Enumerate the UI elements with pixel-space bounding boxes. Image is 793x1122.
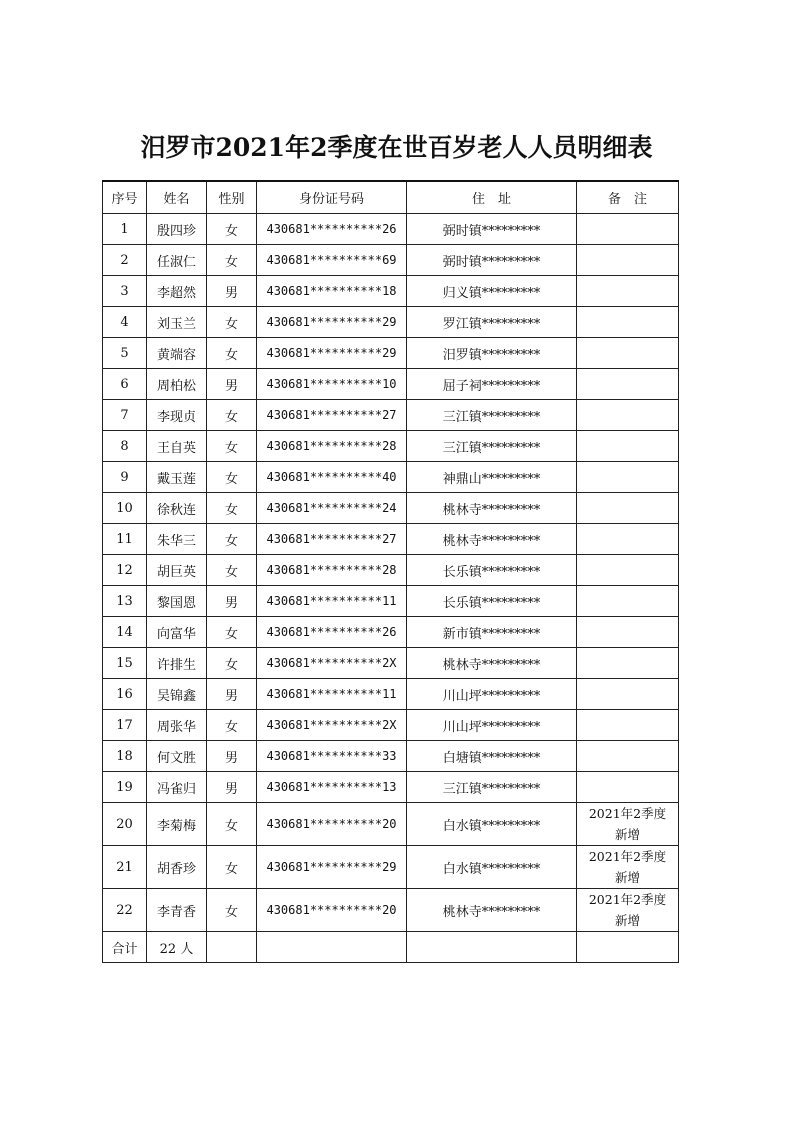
cell-no: 19: [103, 772, 147, 803]
cell-note: [577, 431, 679, 462]
cell-id: 430681**********27: [257, 524, 407, 555]
note-line: 2021年2季度: [588, 849, 667, 864]
cell-sex: 女: [207, 338, 257, 369]
table-row: [103, 338, 679, 369]
note-line: 新增: [614, 827, 640, 842]
cell-sex: 女: [207, 431, 257, 462]
cell-note: [577, 617, 679, 648]
cell-sex: 男: [207, 586, 257, 617]
table-row: [103, 431, 679, 462]
cell-sex: 女: [207, 400, 257, 431]
cell-id: 430681**********18: [257, 276, 407, 307]
total-label: 合计: [103, 932, 147, 963]
table-row: [103, 772, 679, 803]
cell-id: 430681**********2X: [257, 648, 407, 679]
cell-address: 白水镇*********: [407, 846, 577, 889]
cell-name: 向富华: [147, 617, 207, 648]
cell-sex: 男: [207, 772, 257, 803]
column-header-sex: 性别: [207, 181, 257, 214]
table-row: [103, 524, 679, 555]
cell-address: 弼时镇*********: [407, 245, 577, 276]
cell-id: 430681**********20: [257, 803, 407, 846]
cell-id: 430681**********29: [257, 307, 407, 338]
cell-sex: 女: [207, 846, 257, 889]
note-line: 2021年2季度: [588, 806, 667, 821]
cell-no: 22: [103, 889, 147, 932]
cell-name: 胡巨英: [147, 555, 207, 586]
table-row: [103, 276, 679, 307]
cell-sex: 男: [207, 276, 257, 307]
table-row: [103, 462, 679, 493]
cell-id: 430681**********10: [257, 369, 407, 400]
cell-id: 430681**********40: [257, 462, 407, 493]
cell-address: 桃林寺*********: [407, 493, 577, 524]
cell-name: 周张华: [147, 710, 207, 741]
cell-note: [577, 555, 679, 586]
cell-note: [577, 493, 679, 524]
table-row: [103, 369, 679, 400]
cell-note: [577, 307, 679, 338]
cell-no: 5: [103, 338, 147, 369]
cell-name: 刘玉兰: [147, 307, 207, 338]
cell-sex: 女: [207, 803, 257, 846]
cell-name: 戴玉莲: [147, 462, 207, 493]
cell-address: 桃林寺*********: [407, 889, 577, 932]
cell-no: 9: [103, 462, 147, 493]
cell-address: 新市镇*********: [407, 617, 577, 648]
table-row: [103, 214, 679, 245]
cell-name: 任淑仁: [147, 245, 207, 276]
cell-note: [577, 741, 679, 772]
page-title: 汨罗市2021年2季度在世百岁老人人员明细表: [140, 133, 653, 162]
cell-no: 8: [103, 431, 147, 462]
cell-sex: 女: [207, 493, 257, 524]
cell-note: [577, 276, 679, 307]
cell-id: 430681**********26: [257, 214, 407, 245]
cell-name: 何文胜: [147, 741, 207, 772]
table-row: [103, 679, 679, 710]
cell-no: 4: [103, 307, 147, 338]
cell-name: 许排生: [147, 648, 207, 679]
cell-no: 1: [103, 214, 147, 245]
cell-name: 王自英: [147, 431, 207, 462]
cell-name: 吴锦鑫: [147, 679, 207, 710]
cell-id: 430681**********28: [257, 555, 407, 586]
cell-sex: 女: [207, 462, 257, 493]
total-empty-cell: [257, 932, 407, 963]
cell-id: 430681**********28: [257, 431, 407, 462]
cell-sex: 女: [207, 710, 257, 741]
column-header-note: 备 注: [577, 181, 679, 214]
table-row: [103, 710, 679, 741]
cell-id: 430681**********24: [257, 493, 407, 524]
cell-no: 6: [103, 369, 147, 400]
cell-sex: 男: [207, 679, 257, 710]
cell-address: 桃林寺*********: [407, 524, 577, 555]
cell-id: 430681**********11: [257, 679, 407, 710]
cell-note: [577, 846, 679, 889]
cell-note: [577, 648, 679, 679]
roster-body: [103, 214, 679, 963]
total-empty-cell: [207, 932, 257, 963]
cell-sex: 女: [207, 889, 257, 932]
cell-sex: 女: [207, 555, 257, 586]
cell-name: 周柏松: [147, 369, 207, 400]
cell-id: 430681**********29: [257, 338, 407, 369]
column-header-id: 身份证号码: [257, 181, 407, 214]
header-row: [103, 181, 679, 214]
cell-sex: 女: [207, 245, 257, 276]
cell-no: 10: [103, 493, 147, 524]
table-row: [103, 586, 679, 617]
cell-no: 13: [103, 586, 147, 617]
cell-address: 神鼎山*********: [407, 462, 577, 493]
cell-sex: 女: [207, 648, 257, 679]
cell-no: 15: [103, 648, 147, 679]
cell-address: 汨罗镇*********: [407, 338, 577, 369]
cell-address: 三江镇*********: [407, 772, 577, 803]
table-row: [103, 648, 679, 679]
cell-address: 屈子祠*********: [407, 369, 577, 400]
cell-address: 三江镇*********: [407, 400, 577, 431]
table-row: [103, 889, 679, 932]
cell-id: 430681**********26: [257, 617, 407, 648]
cell-note: [577, 245, 679, 276]
table-row: [103, 617, 679, 648]
cell-sex: 男: [207, 741, 257, 772]
cell-sex: 女: [207, 307, 257, 338]
table-row: [103, 741, 679, 772]
cell-address: 川山坪*********: [407, 679, 577, 710]
table-row: [103, 493, 679, 524]
cell-no: 20: [103, 803, 147, 846]
cell-no: 21: [103, 846, 147, 889]
cell-note: [577, 400, 679, 431]
cell-note: [577, 710, 679, 741]
cell-id: 430681**********29: [257, 846, 407, 889]
cell-address: 长乐镇*********: [407, 555, 577, 586]
cell-id: 430681**********33: [257, 741, 407, 772]
cell-sex: 男: [207, 369, 257, 400]
cell-note: [577, 462, 679, 493]
cell-id: 430681**********69: [257, 245, 407, 276]
cell-name: 黎国恩: [147, 586, 207, 617]
cell-no: 16: [103, 679, 147, 710]
cell-note: [577, 679, 679, 710]
cell-name: 李现贞: [147, 400, 207, 431]
column-header-name: 姓名: [147, 181, 207, 214]
cell-address: 三江镇*********: [407, 431, 577, 462]
note-line: 新增: [614, 913, 640, 928]
cell-note: [577, 369, 679, 400]
table-row: [103, 846, 679, 889]
table-row: [103, 245, 679, 276]
cell-note: [577, 803, 679, 846]
cell-no: 2: [103, 245, 147, 276]
cell-no: 3: [103, 276, 147, 307]
cell-note: [577, 772, 679, 803]
cell-no: 12: [103, 555, 147, 586]
note-line: 新增: [614, 870, 640, 885]
cell-name: 黄端容: [147, 338, 207, 369]
column-header-no: 序号: [103, 181, 147, 214]
cell-id: 430681**********2X: [257, 710, 407, 741]
cell-name: 徐秋连: [147, 493, 207, 524]
cell-no: 17: [103, 710, 147, 741]
cell-name: 李菊梅: [147, 803, 207, 846]
cell-name: 殷四珍: [147, 214, 207, 245]
cell-address: 川山坪*********: [407, 710, 577, 741]
cell-id: 430681**********13: [257, 772, 407, 803]
cell-address: 白水镇*********: [407, 803, 577, 846]
cell-note: [577, 889, 679, 932]
cell-name: 冯雀归: [147, 772, 207, 803]
cell-sex: 女: [207, 524, 257, 555]
cell-no: 18: [103, 741, 147, 772]
cell-name: 胡香珍: [147, 846, 207, 889]
cell-name: 李超然: [147, 276, 207, 307]
cell-address: 归义镇*********: [407, 276, 577, 307]
cell-address: 弼时镇*********: [407, 214, 577, 245]
cell-no: 7: [103, 400, 147, 431]
cell-note: [577, 586, 679, 617]
note-line: 2021年2季度: [588, 892, 667, 907]
cell-name: 李青香: [147, 889, 207, 932]
cell-id: 430681**********20: [257, 889, 407, 932]
column-header-address: 住 址: [407, 181, 577, 214]
cell-address: 长乐镇*********: [407, 586, 577, 617]
table-row: [103, 400, 679, 431]
total-empty-cell: [577, 932, 679, 963]
cell-note: [577, 524, 679, 555]
table-row: [103, 307, 679, 338]
elderly-roster-table: [102, 180, 679, 963]
total-row: [103, 932, 679, 963]
table-row: [103, 555, 679, 586]
cell-name: 朱华三: [147, 524, 207, 555]
cell-address: 白塘镇*********: [407, 741, 577, 772]
cell-no: 14: [103, 617, 147, 648]
cell-address: 桃林寺*********: [407, 648, 577, 679]
cell-no: 11: [103, 524, 147, 555]
cell-id: 430681**********11: [257, 586, 407, 617]
total-count: 22 人: [147, 932, 207, 963]
cell-sex: 女: [207, 617, 257, 648]
cell-id: 430681**********27: [257, 400, 407, 431]
cell-sex: 女: [207, 214, 257, 245]
total-empty-cell: [407, 932, 577, 963]
cell-address: 罗江镇*********: [407, 307, 577, 338]
table-row: [103, 803, 679, 846]
cell-note: [577, 338, 679, 369]
cell-note: [577, 214, 679, 245]
